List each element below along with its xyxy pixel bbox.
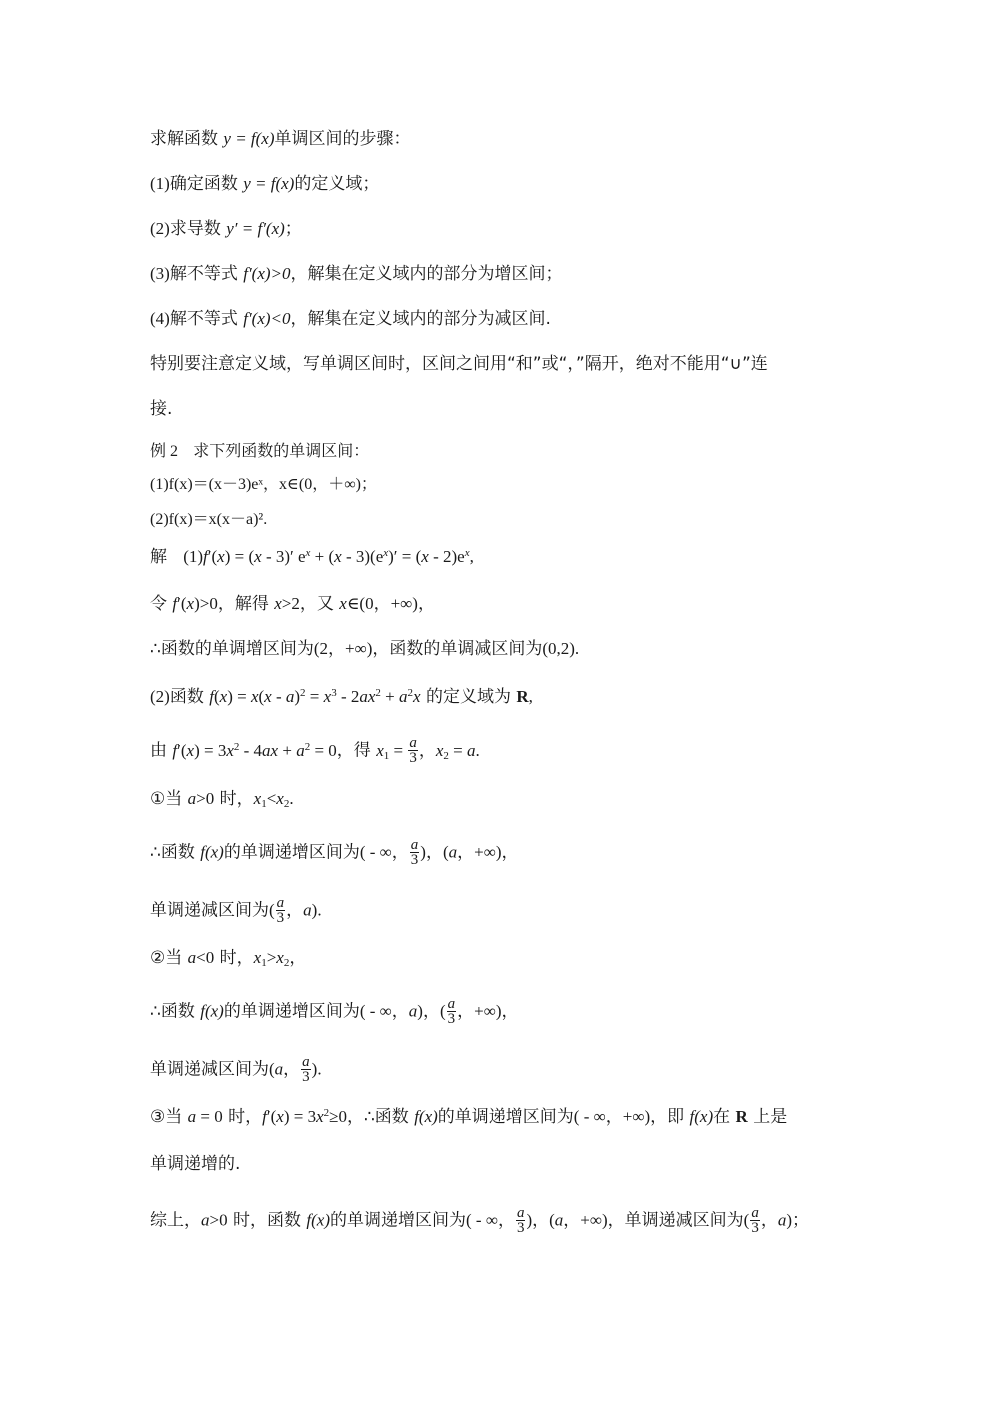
title-text-suffix: 单调区间的步骤： (274, 129, 411, 149)
math: $x_1<x_2$. (253, 789, 294, 810)
math: f(x) (689, 1107, 714, 1126)
solution-line-8: 单调递减区间为( $\frac{a}{3}$ ，a). (150, 895, 322, 926)
math: f′(x)>0 (172, 594, 218, 613)
solution-line-6 (150, 788, 294, 810)
text: 函数 (374, 1107, 415, 1127)
math: x∈(0，+∞)， (339, 594, 435, 613)
text: 函数 (267, 1210, 307, 1231)
text: 在 (713, 1107, 736, 1127)
real-set: R (516, 687, 529, 706)
solution-label: 解 (150, 547, 167, 567)
math: (0,2). (542, 639, 580, 658)
case-1-label: ①当 (150, 789, 188, 809)
math: )，(a，+∞) (526, 1210, 608, 1230)
math: a<0 (187, 948, 215, 967)
math: $f'(x) = 3x^2\ge 0$， (262, 1107, 364, 1126)
step-2 (150, 218, 302, 240)
text: 上是 (747, 1107, 788, 1127)
fraction-a-over-3: $\frac{a}{3}$ (409, 735, 417, 766)
text: 由 (150, 740, 173, 761)
math: a>0 (187, 789, 215, 808)
text: 令 (150, 594, 173, 614)
step-3 (150, 263, 563, 285)
math: ( - ∞， (466, 1210, 515, 1230)
step-label: (1) (150, 174, 170, 193)
example-part-2: (2)f(x)＝x(x－a)². (150, 511, 268, 528)
math: ，a)； (760, 1210, 809, 1230)
solution-line-14: 综上，a>0 时，函数 f(x)的单调递增区间为( - ∞， $\frac{a}{3}$ )，(a，+∞)，单调递减区间为( $\frac{a}{3}$ ，a)； (150, 1205, 809, 1236)
solution-math: (1)f′(x) = (x - 3)′ $e^x + (x - 3)(e^x)' = (x - 2)e^x$, (183, 547, 474, 566)
math: $f'(x) = 3x^2 - 4ax + a^2 = 0$ (172, 740, 337, 760)
fraction-a-over-3: $\frac{a}{3}$ (751, 1205, 759, 1236)
solution-line-12 (150, 1106, 787, 1128)
solution-line-5 (150, 736, 480, 765)
step-label: (3) (150, 264, 170, 283)
case-3-label: ③当 (150, 1107, 188, 1127)
note-line-2: 接. (150, 399, 173, 419)
text: 函数 (169, 687, 210, 707)
math: (2，+∞) (313, 639, 373, 658)
step-4 (150, 308, 551, 330)
text: 的单调递增区间为 (223, 1001, 360, 1022)
step-text: 确定函数 (169, 174, 244, 194)
fraction-a-over-3: $\frac{a}{3}$ (302, 1054, 310, 1085)
text: 函数的单调增区间为 (160, 639, 314, 659)
text: 综上， (150, 1210, 201, 1231)
math: ( - ∞， (359, 842, 409, 862)
step-text: 的定义域； (294, 174, 380, 194)
text: 时， (227, 1210, 267, 1231)
step-math: y′ = f′(x) (226, 219, 285, 238)
text: 的定义域为 (420, 687, 517, 707)
step-text: 解不等式 (169, 309, 244, 329)
text: ，即 (650, 1107, 690, 1127)
text: 的单调递增区间为 (330, 1210, 466, 1231)
solution-line-11: 单调递减区间为(a， $\frac{a}{3}$ ). (150, 1054, 322, 1085)
solution-line-10 (150, 997, 518, 1026)
step-label: (4) (150, 309, 170, 328)
text: 时， (222, 1107, 263, 1127)
math: ( - ∞，+∞) (573, 1107, 651, 1126)
title-text: 求解函数 (150, 129, 224, 149)
intro-title (150, 128, 411, 150)
math: f(x) (306, 1210, 330, 1230)
math: f(x) (200, 1001, 224, 1021)
fraction-a-over-3: $\frac{a}{3}$ (447, 996, 456, 1027)
math: (a， (269, 1059, 301, 1079)
math: $x_1$ = (376, 740, 408, 762)
step-1 (150, 173, 379, 195)
text: 时， (214, 948, 254, 968)
step-text: 求导数 (169, 219, 227, 239)
math: a>0 (201, 1210, 228, 1230)
solution-line-7 (150, 838, 518, 867)
solution-line-9 (150, 947, 306, 969)
text: 函数 (160, 842, 201, 863)
text: ，又 (299, 594, 340, 614)
fraction-a-over-3: $\frac{a}{3}$ (516, 1205, 525, 1236)
text: 函数 (160, 1001, 201, 1022)
solution-line-4: (2)函数 $f(x) = x(x - a)^2 = x^3 - 2ax^2 + a^2x$ 的定义域为 R, (150, 687, 533, 707)
text: 时， (214, 789, 254, 809)
text: 的单调递增区间为 (223, 842, 360, 863)
therefore-symbol: ∴ (363, 1107, 375, 1127)
math: a = 0 (187, 1107, 223, 1126)
math: )，(a，+∞)， (420, 842, 519, 862)
math: $x_1>x_2$， (253, 948, 307, 969)
text: ，得 (336, 740, 377, 761)
solution-line-1 (150, 546, 474, 568)
example-label: 例 2 (150, 443, 179, 460)
real-set: R (735, 1107, 748, 1126)
math: ，a). (286, 900, 322, 920)
fraction-a-over-3: $\frac{a}{3}$ (410, 837, 419, 868)
example-title (150, 440, 369, 463)
math: x>2 (274, 594, 300, 613)
text: 单调递减区间为 (150, 1059, 269, 1080)
math: f(x) (200, 842, 224, 862)
math: ( - ∞，a)，( (359, 1001, 446, 1021)
math: ，$x_2 = a$. (418, 740, 480, 762)
text: ，函数的单调减区间为 (372, 639, 543, 659)
step-text: ，解集在定义域内的部分为增区间； (290, 264, 563, 284)
fraction-a-over-3: $\frac{a}{3}$ (276, 895, 285, 926)
step-label: (2) (150, 219, 170, 238)
therefore-symbol: ∴ (150, 842, 161, 863)
title-math: y = f(x) (223, 129, 275, 148)
math: (2) (150, 687, 170, 706)
solution-line-2 (150, 593, 435, 615)
text: ，单调递减区间为 (607, 1210, 744, 1231)
note-line-1: 特别要注意定义域，写单调区间时，区间之间用“和”或“，”隔开，绝对不能用“∪”连 (150, 354, 768, 374)
therefore-symbol: ∴ (150, 1001, 161, 1022)
step-text: ，解集在定义域内的部分为减区间. (290, 309, 551, 329)
step-math: f′(x)>0 (243, 264, 291, 283)
text: ，解得 (217, 594, 275, 614)
text: 单调递减区间为 (150, 900, 269, 921)
case-2-label: ②当 (150, 948, 188, 968)
step-math: f′(x)<0 (243, 309, 291, 328)
step-text: 解不等式 (169, 264, 244, 284)
math: ，+∞)， (457, 1001, 519, 1021)
solution-line-13: 单调递增的. (150, 1154, 241, 1174)
math: $f(x) = x(x - a)^2 = x^3 - 2ax^2 + a^2x$ (209, 687, 421, 706)
solution-line-3 (150, 638, 579, 660)
therefore-symbol: ∴ (150, 639, 161, 659)
text: 的单调递增区间为 (437, 1107, 574, 1127)
example-part-1: (1)f(x)＝(x－3)eˣ，x∈(0，＋∞)； (150, 476, 377, 493)
step-text: ； (284, 219, 302, 239)
example-text: 求下列函数的单调区间： (193, 441, 370, 460)
step-math: y = f(x) (243, 174, 295, 193)
math: f(x) (414, 1107, 438, 1126)
